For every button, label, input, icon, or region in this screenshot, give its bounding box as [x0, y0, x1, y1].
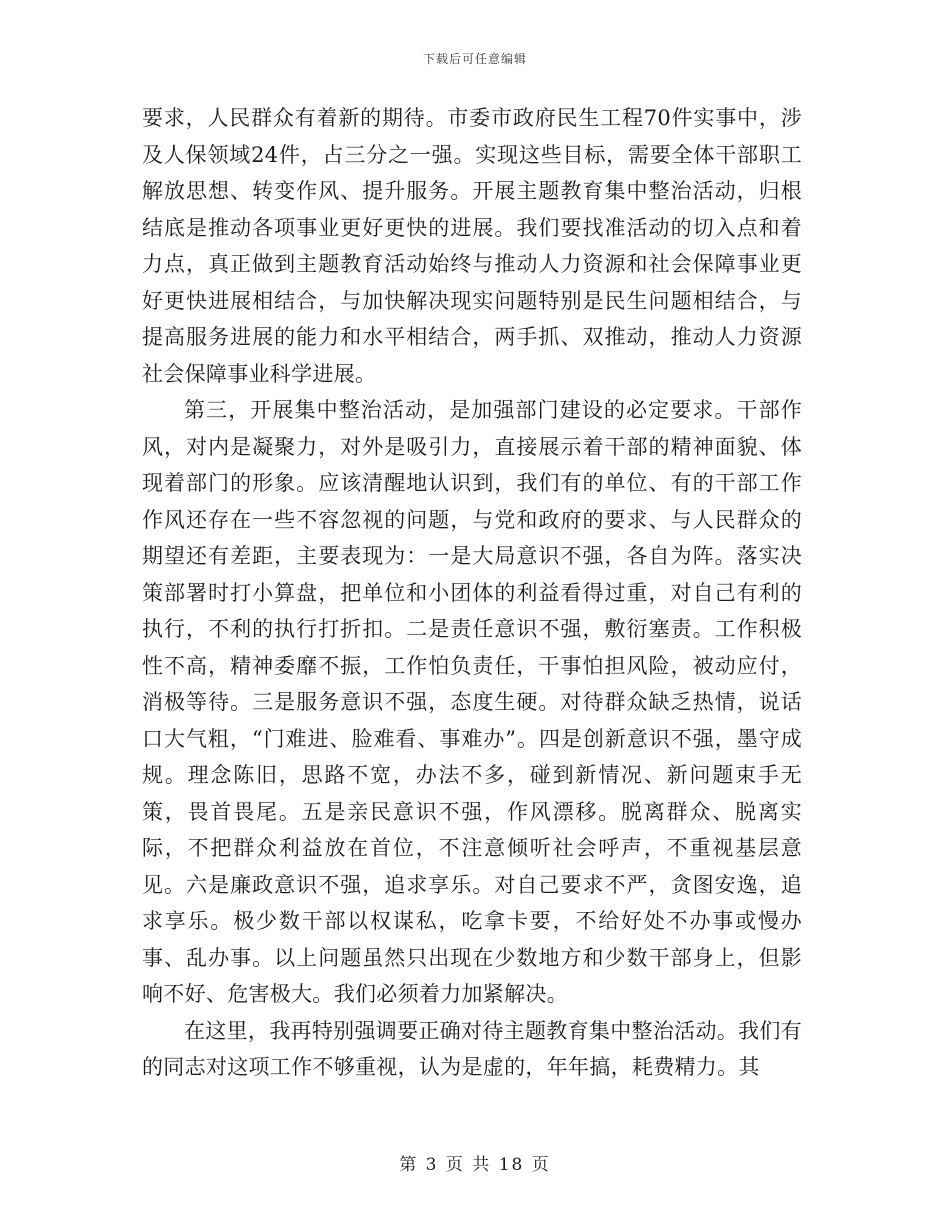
- paragraph-2: 第三，开展集中整治活动，是加强部门建设的必定要求。干部作风，对内是凝聚力，对外是吸引力，直接展示着干部的精神面貌、体现着部门的形象。应该清醒地认识到，我们有的单位、有的干部工作作风还存在一些不容忽视的问题，与党和政府的要求、与人民群众的期望还有差距，主要表现为：一是大局意识不强，各自为阵。落实决策部署时打小算盘，把单位和小团体的利益看得过重，对自己有利的执行，不利的执行打折扣。二是责任意识不强，敷衍塞责。工作积极性不高，精神委靡不振，工作怕负责任，干事怕担风险，被动应付，消极等待。三是服务意识不强，态度生硬。对待群众缺乏热情，说话口大气粗，“门难进、脸难看、事难办”。四是创新意识不强，墨守成规。理念陈旧，思路不宽，办法不多，碰到新情况、新问题束手无策，畏首畏尾。五是亲民意识不强，作风漂移。脱离群众、脱离实际，不把群众利益放在首位，不注意倾听社会呼声，不重视基层意见。六是廉政意识不强，追求享乐。对自己要求不严，贪图安逸，追求享乐。极少数干部以权谋私，吃拿卡要，不给好处不办事或慢办事、乱办事。以上问题虽然只出现在少数地方和少数干部身上，但影响不好、危害极大。我们必须着力加紧解决。: [142, 398, 802, 1006]
- page-header: 下载后可任意编辑: [422, 52, 527, 66]
- page-footer: 第 3 页 共 18 页: [399, 1155, 551, 1175]
- paragraph-3: 在这里，我再特别强调要正确对待主题教育集中整治活动。我们有的同志对这项工作不够重视，认为是虚的，年年搞，耗费精力。其: [142, 1018, 802, 1079]
- paragraph-1: 要求，人民群众有着新的期待。市委市政府民生工程70件实事中，涉及人保领域24件，占三分之一强。实现这些目标，需要全体干部职工解放思想、转变作风、提升服务。开展主题教育集中整治活动，归根结底是推动各项事业更好更快的进展。我们要找准活动的切入点和着力点，真正做到主题教育活动始终与推动人力资源和社会保障事业更好更快进展相结合，与加快解决现实问题特别是民生问题相结合，与提高服务进展的能力和水平相结合，两手抓、双推动，推动人力资源社会保障事业科学进展。: [142, 106, 802, 386]
- document-body: [142, 100, 802, 1086]
